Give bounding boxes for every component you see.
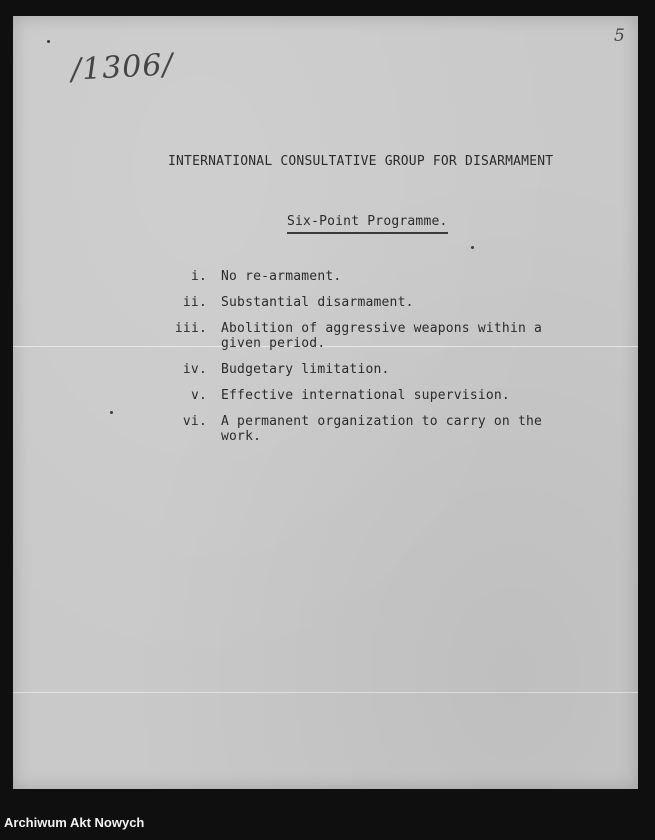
document-subtitle: Six-Point Programme.: [287, 214, 448, 234]
point-number: i.: [190, 269, 207, 284]
programme-point: [163, 362, 583, 377]
handwritten-file-number: /1306/: [70, 47, 175, 88]
fold-line: [13, 692, 638, 693]
point-text: Substantial disarmament.: [221, 295, 414, 310]
point-text: Abolition of aggressive weapons within a given period.: [221, 321, 543, 351]
programme-point: [163, 414, 583, 444]
archive-label: Archiwum Akt Nowych: [4, 815, 145, 830]
programme-list: [163, 269, 583, 455]
point-text: Effective international supervision.: [221, 388, 510, 403]
document-title: INTERNATIONAL CONSULTATIVE GROUP FOR DISARMAMENT: [168, 154, 554, 169]
point-text: Budgetary limitation.: [221, 362, 390, 377]
file-number-value: 1306: [81, 47, 164, 88]
programme-point: [163, 295, 583, 310]
point-number: iv.: [182, 362, 207, 377]
ink-speck: [110, 411, 113, 414]
document-page: [13, 16, 638, 789]
programme-point: [163, 269, 583, 284]
programme-point: [163, 321, 583, 351]
point-number: v.: [190, 388, 207, 403]
point-text: A permanent organization to carry on the work.: [221, 414, 543, 444]
ink-speck: [471, 246, 474, 249]
handwritten-page-number: 5: [614, 26, 625, 46]
point-number: ii.: [182, 295, 207, 310]
point-text: No re-armament.: [221, 269, 342, 284]
ink-speck: [47, 40, 50, 43]
point-number: iii.: [174, 321, 207, 336]
point-number: vi.: [182, 414, 207, 429]
programme-point: [163, 388, 583, 403]
